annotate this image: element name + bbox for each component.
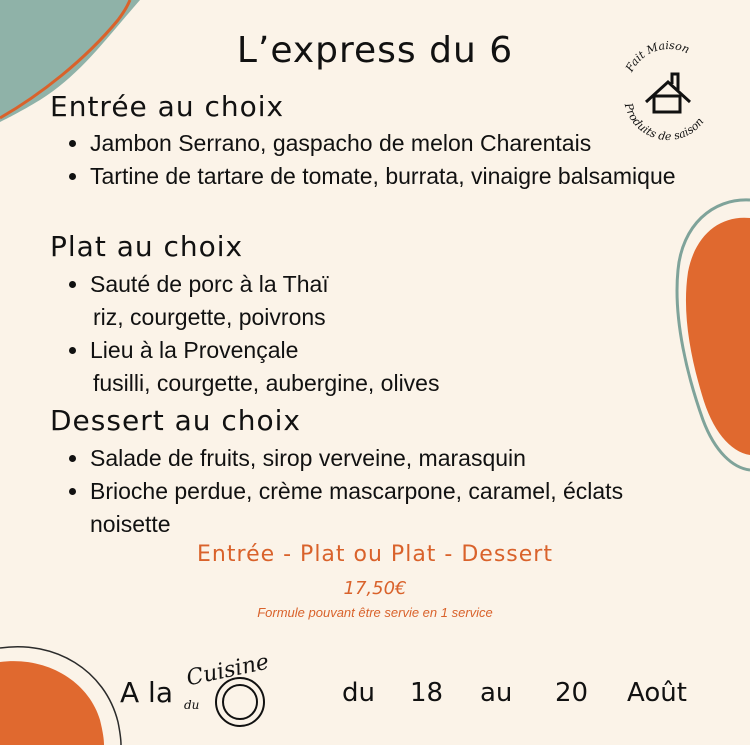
date-day2: 20 [555,678,589,708]
entree-list [60,127,680,193]
menu-title: L’express du 6 [236,30,514,71]
date-month: Août [627,678,687,708]
plat-item-2 [90,334,680,400]
price: 17,50€ [343,578,407,599]
dessert-list [60,442,680,541]
cuisine-logo [178,649,278,732]
plat-item-1-detail: riz, courgette, poivrons [93,304,326,330]
entree-item-2: • Tartine de tartare de tomate, burrata, vinaigre balsamique [90,160,680,193]
logo-small: du [184,698,200,712]
logo-word: Cuisine [184,649,272,692]
footer-prefix: A la [120,676,173,709]
service-note: Formule pouvant être servie en 1 service [257,605,493,620]
badge-bottom-text: Produits de saison [621,101,707,144]
dessert-item-1: • Salade de fruits, sirop verveine, marasquin [90,442,680,475]
plat-heading: Plat au choix [50,230,244,263]
date-du: du [342,678,375,708]
entree-item-1: • Jambon Serrano, gaspacho de melon Charentais [90,127,680,160]
bottom-left-orange-blob [0,661,104,745]
plat-list [60,268,680,400]
dessert-item-2: • Brioche perdue, crème mascarpone, caramel, éclats noisette [90,475,680,541]
badge-top-text: Fait Maison [623,40,692,75]
dessert-heading: Dessert au choix [50,404,302,437]
plat-item-1 [90,268,680,334]
entree-heading: Entrée au choix [50,90,285,123]
date-au: au [480,678,513,708]
plat-item-2-detail: fusilli, courgette, aubergine, olives [93,370,440,396]
right-orange-blob [686,218,750,455]
svg-text:Fait Maison [623,40,692,75]
date-day1: 18 [410,678,444,708]
plat-item-2-name: Lieu à la Provençale [90,337,299,363]
formula-text: Entrée - Plat ou Plat - Dessert [197,542,553,567]
plat-item-1-name: Sauté de porc à la Thaï [90,271,329,297]
